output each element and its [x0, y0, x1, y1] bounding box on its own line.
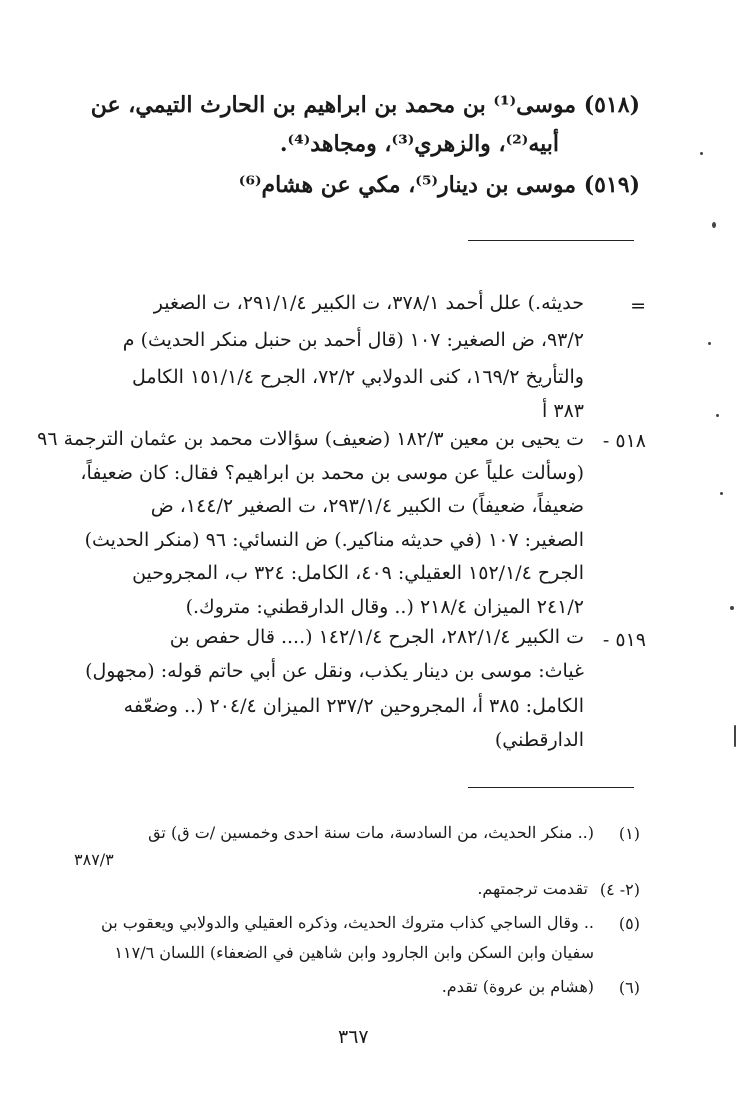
scan-speck: [708, 342, 711, 345]
footnote-1-line: ٣٨٧/٣: [74, 850, 114, 869]
note-519-line: الدارقطني): [494, 729, 584, 751]
section-divider: [468, 240, 634, 241]
scan-speck: [720, 492, 723, 495]
note-518-line: الصغير: ١٠٧ (في حديثه مناكير.) ض النسائي: ٩٦ (منكر الحديث): [84, 529, 584, 551]
note-519-marker: ٥١٩ -: [602, 629, 646, 651]
scan-speck: [734, 725, 736, 747]
note-518-line: ٢٤١/٢ الميزان ٢١٨/٤ (.. وقال الدارقطني: متروك.): [185, 596, 584, 618]
footnote-2-4-line: تقدمت ترجمتهم.: [477, 879, 588, 898]
footnote-6-marker: (٦): [618, 978, 640, 997]
footnote-1-line: (.. منكر الحديث، من السادسة، مات سنة احدى وخمسين /ت ق) تق: [148, 823, 594, 842]
footnote-divider: [468, 787, 634, 788]
note-continuation-line: حديثه.) علل أحمد ٣٧٨/١، ت الكبير ٢٩١/١/٤، ت الصغير: [153, 292, 584, 314]
scan-speck: [712, 222, 716, 228]
scan-speck: [716, 414, 719, 417]
note-518-marker: ٥١٨ -: [602, 430, 646, 452]
note-continuation-line: ٣٨٣ أ: [542, 400, 584, 422]
note-518-line: (وسألت علياً عن موسى بن محمد بن ابراهيم؟ فقال: كان ضعيفاً،: [80, 462, 584, 484]
page-number: ٣٦٧: [338, 1026, 369, 1048]
footnote-1-marker: (١): [618, 824, 640, 843]
entry-519-line: (٥١٩) موسى بن دينار⁽⁵⁾، مكي عن هشام⁽⁶⁾: [238, 172, 640, 198]
footnote-2-4-marker: (٢- ٤): [599, 880, 640, 899]
continuation-marker: =: [630, 295, 646, 317]
note-continuation-line: والتأريخ ١٦٩/٢، كنى الدولابي ٧٢/٢، الجرح ١٥١/١/٤ الكامل: [132, 366, 584, 388]
footnote-5-marker: (٥): [618, 914, 640, 933]
scan-speck: [700, 152, 703, 155]
entry-518-line-2: أبيه⁽²⁾، والزهري⁽³⁾، ومجاهد⁽⁴⁾.: [279, 131, 559, 157]
note-519-line: غياث: موسى بن دينار يكذب، ونقل عن أبي حاتم قوله: (مجهول): [85, 660, 584, 682]
entry-518-line-1: (٥١٨) موسى⁽¹⁾ بن محمد بن ابراهيم بن الحارث التيمي، عن: [90, 92, 640, 118]
note-continuation-line: ٩٣/٢، ض الصغير: ١٠٧ (قال أحمد بن حنبل منكر الحديث) م: [122, 329, 584, 351]
footnote-5-line: .. وقال الساجي كذاب متروك الحديث، وذكره العقيلي والدولابي ويعقوب بن: [101, 913, 594, 932]
note-519-line: ت الكبير ٢٨٢/١/٤، الجرح ١٤٢/١/٤ (.... قال حفص بن: [169, 626, 584, 648]
note-518-line: ت يحيى بن معين ١٨٢/٣ (ضعيف) سؤالات محمد بن عثمان الترجمة ٩٦: [37, 428, 584, 450]
footnote-5-line: سفيان وابن السكن وابن الجارود وابن شاهين في الضعفاء) اللسان ١١٧/٦: [114, 943, 594, 962]
scan-speck: [730, 606, 734, 610]
note-518-line: ضعيفاً، ضعيفاً) ت الكبير ٢٩٣/١/٤، ت الصغير ١٤٤/٢، ض: [150, 495, 584, 517]
footnote-6-line: (هشام بن عروة) تقدم.: [441, 977, 594, 996]
note-518-line: الجرح ١٥٢/١/٤ العقيلي: ٤٠٩، الكامل: ٣٢٤ ب، المجروحين: [132, 562, 584, 584]
note-519-line: الكامل: ٣٨٥ أ، المجروحين ٢٣٧/٢ الميزان ٢٠٤/٤ (.. وضعّفه: [123, 695, 584, 717]
